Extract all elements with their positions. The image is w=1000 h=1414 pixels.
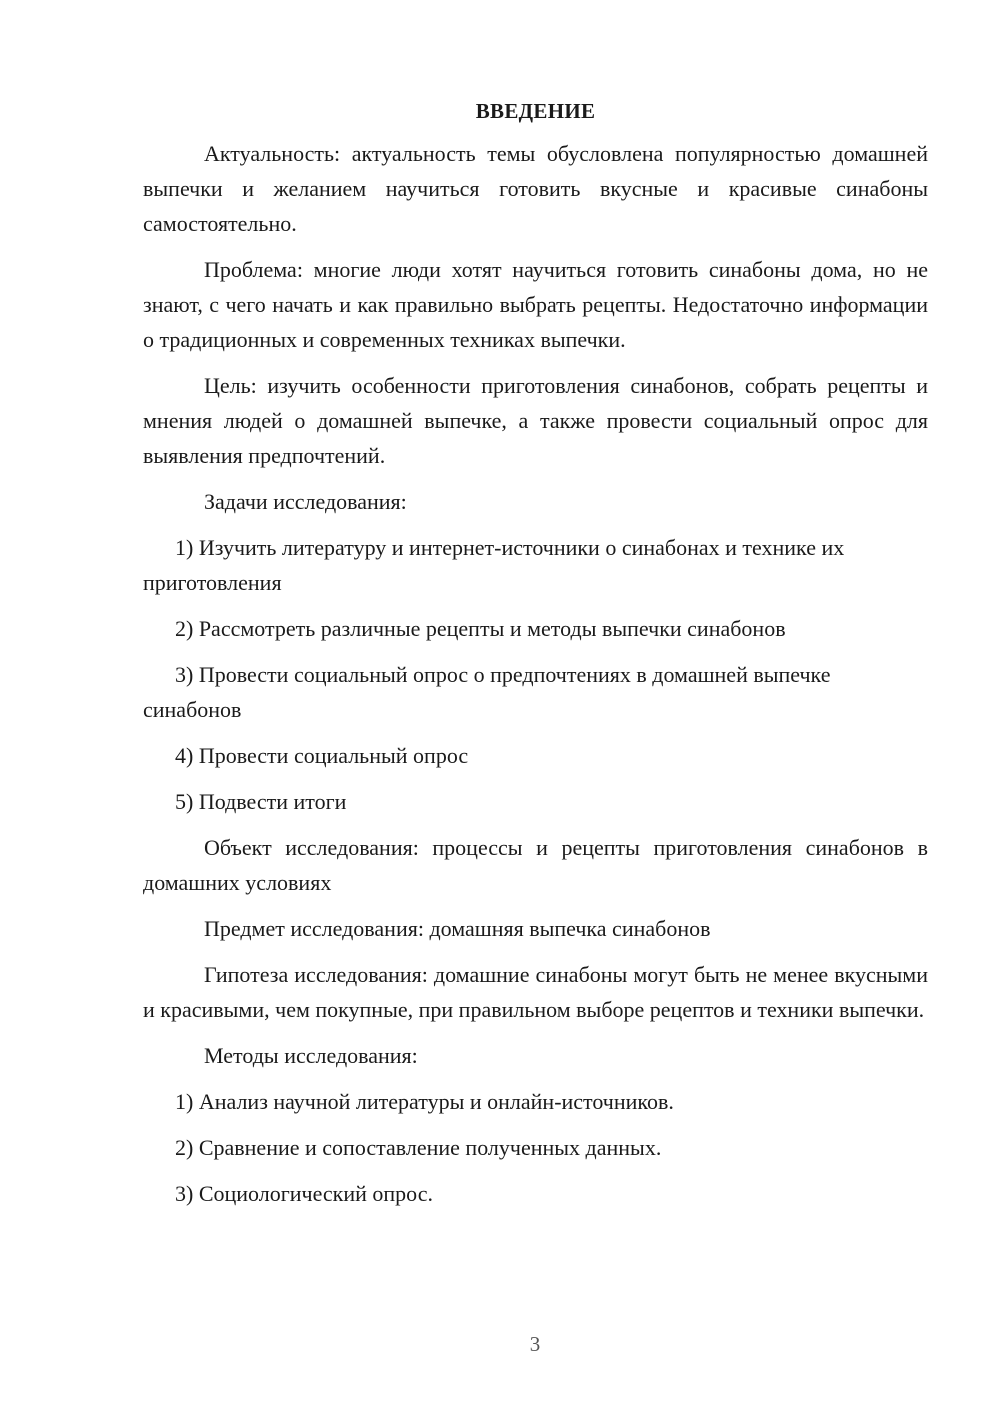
goal-paragraph: Цель: изучить особенности приготовления синабонов, собрать рецепты и мнения людей о домашней выпечке, а также провести социальный опрос для выявления предпочтений. (143, 373, 928, 468)
tasks-heading: Задачи исследования: (204, 489, 407, 514)
task-item: 5) Подвести итоги (175, 789, 347, 814)
task-item: 3) Провести социальный опрос о предпочтениях в домашней выпечке синабонов (143, 662, 831, 722)
document-page (143, 96, 928, 1222)
problem-paragraph: Проблема: многие люди хотят научиться готовить синабоны дома, но не знают, с чего начать и как правильно выбрать рецепты. Недостаточно информации о традиционных и современных техниках выпечки. (143, 257, 928, 352)
task-item: 2) Рассмотреть различные рецепты и методы выпечки синабонов (175, 616, 786, 641)
task-item: 4) Провести социальный опрос (175, 743, 469, 768)
methods-heading: Методы исследования: (204, 1043, 418, 1068)
relevance-paragraph: Актуальность: актуальность темы обусловлена популярностью домашней выпечки и желанием научиться готовить вкусные и красивые синабоны самостоятельно. (143, 141, 928, 236)
page-title: ВВЕДЕНИЕ (475, 99, 596, 123)
method-item: 2) Сравнение и сопоставление полученных данных. (175, 1135, 662, 1160)
object-paragraph: Объект исследования: процессы и рецепты приготовления синабонов в домашних условиях (143, 835, 928, 895)
page-number: 3 (529, 1332, 541, 1356)
method-item: 1) Анализ научной литературы и онлайн-источников. (175, 1089, 674, 1114)
task-item: 1) Изучить литературу и интернет-источники о синабонах и технике их приготовления (143, 535, 845, 595)
hypothesis-paragraph: Гипотеза исследования: домашние синабоны могут быть не менее вкусными и красивыми, чем покупные, при правильном выборе рецептов и техники выпечки. (143, 962, 928, 1022)
method-item: 3) Социологический опрос. (175, 1181, 433, 1206)
subject-paragraph: Предмет исследования: домашняя выпечка синабонов (204, 916, 711, 941)
